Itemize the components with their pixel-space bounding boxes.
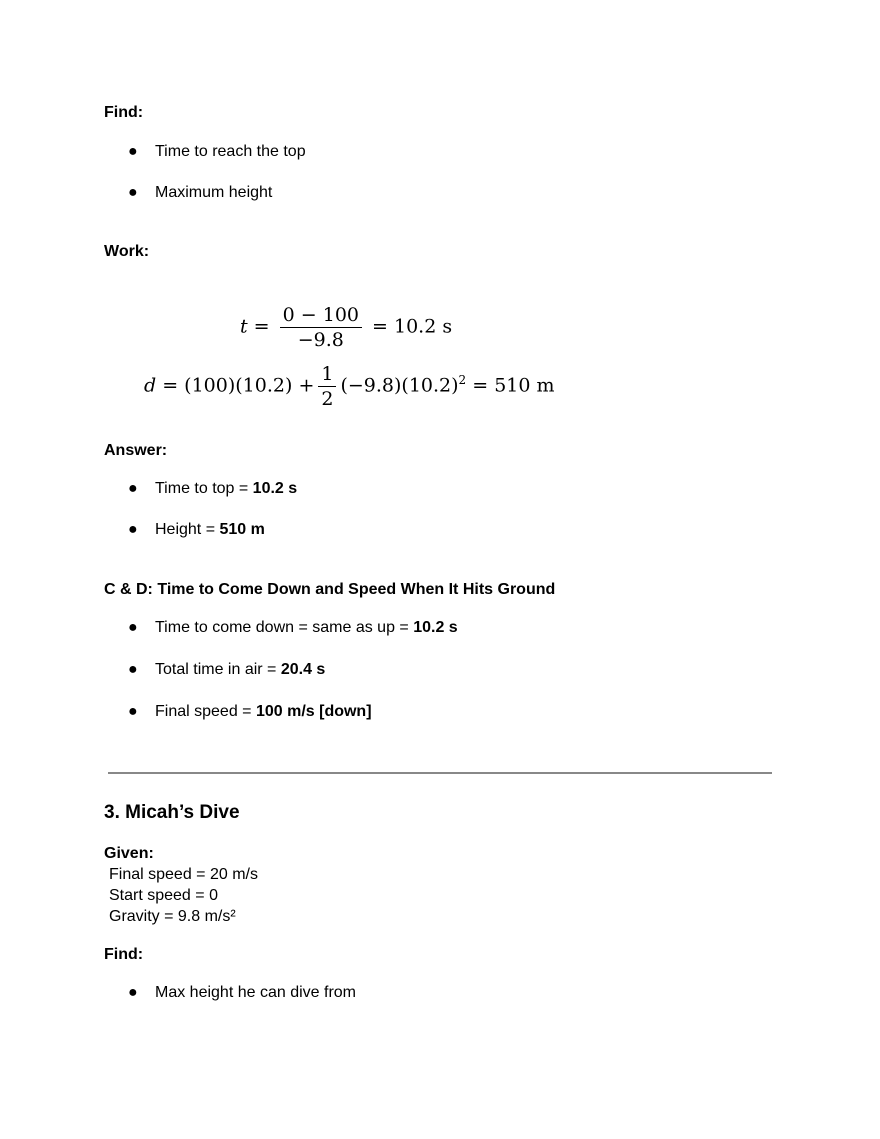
bullet: ● — [128, 143, 138, 160]
list-item-text — [155, 619, 458, 637]
given-line: Final speed = 20 m/s — [109, 866, 258, 883]
work-heading: Work: — [104, 243, 150, 260]
eq1-denominator: −9.8 — [297, 329, 344, 351]
bullet: ● — [128, 480, 138, 497]
cd-label: Time to come down = same as up = — [155, 619, 414, 636]
list-item-text — [155, 661, 325, 679]
given-heading: Given: — [104, 845, 154, 862]
equation-time: t = $\frac{0 - 100}{-9.8}$ = 10.2 s — [240, 304, 453, 351]
eq2-lhs: d — [144, 374, 157, 397]
equation-distance — [144, 362, 555, 411]
bullet: ● — [128, 619, 138, 636]
section-title: 3. Micah’s Dive — [104, 802, 240, 823]
eq2-exponent: 2 — [458, 373, 467, 388]
given-line: Start speed = 0 — [109, 887, 218, 904]
find-heading: Find: — [104, 104, 144, 121]
find-heading-2: Find: — [104, 946, 144, 963]
eq2-numerator: 1 — [318, 362, 336, 387]
list-item-text: Time to reach the top — [155, 143, 306, 160]
answer-label: Height = — [155, 521, 220, 538]
answer-value: 10.2 s — [252, 480, 298, 497]
eq1-fraction — [280, 303, 362, 352]
eq1-numerator: 0 − 100 — [280, 303, 362, 328]
cd-value: 100 m/s [down] — [255, 703, 372, 720]
answer-label: Time to top = — [155, 480, 253, 497]
eq2-part2: (−9.8)(10.2) — [340, 374, 459, 397]
bullet: ● — [128, 661, 138, 678]
cd-label: Final speed = — [155, 703, 256, 720]
cd-value: 10.2 s — [413, 619, 458, 636]
bullet: ● — [128, 984, 138, 1001]
list-item-text — [155, 480, 297, 498]
eq2-rhs: = 510 m — [472, 374, 555, 397]
answer-heading: Answer: — [104, 442, 168, 459]
answer-value: 510 m — [219, 521, 265, 538]
eq2-denominator: 2 — [321, 388, 334, 410]
eq1-lhs: t — [240, 315, 248, 338]
bullet: ● — [128, 184, 138, 201]
horizontal-divider — [108, 772, 772, 774]
cd-label: Total time in air = — [155, 661, 281, 678]
cd-heading: C & D: Time to Come Down and Speed When It Hits Ground — [104, 581, 556, 598]
bullet: ● — [128, 703, 138, 720]
bullet: ● — [128, 521, 138, 538]
eq1-rhs: = 10.2 s — [372, 315, 453, 338]
eq2-fraction — [318, 362, 336, 411]
list-item-text: Max height he can dive from — [155, 984, 356, 1001]
list-item-text: Maximum height — [155, 184, 273, 201]
list-item-text — [155, 521, 265, 539]
cd-value: 20.4 s — [280, 661, 326, 678]
list-item-text — [155, 703, 372, 721]
eq2-part1: = (100)(10.2) + — [162, 374, 315, 397]
given-line: Gravity = 9.8 m/s² — [109, 908, 236, 925]
